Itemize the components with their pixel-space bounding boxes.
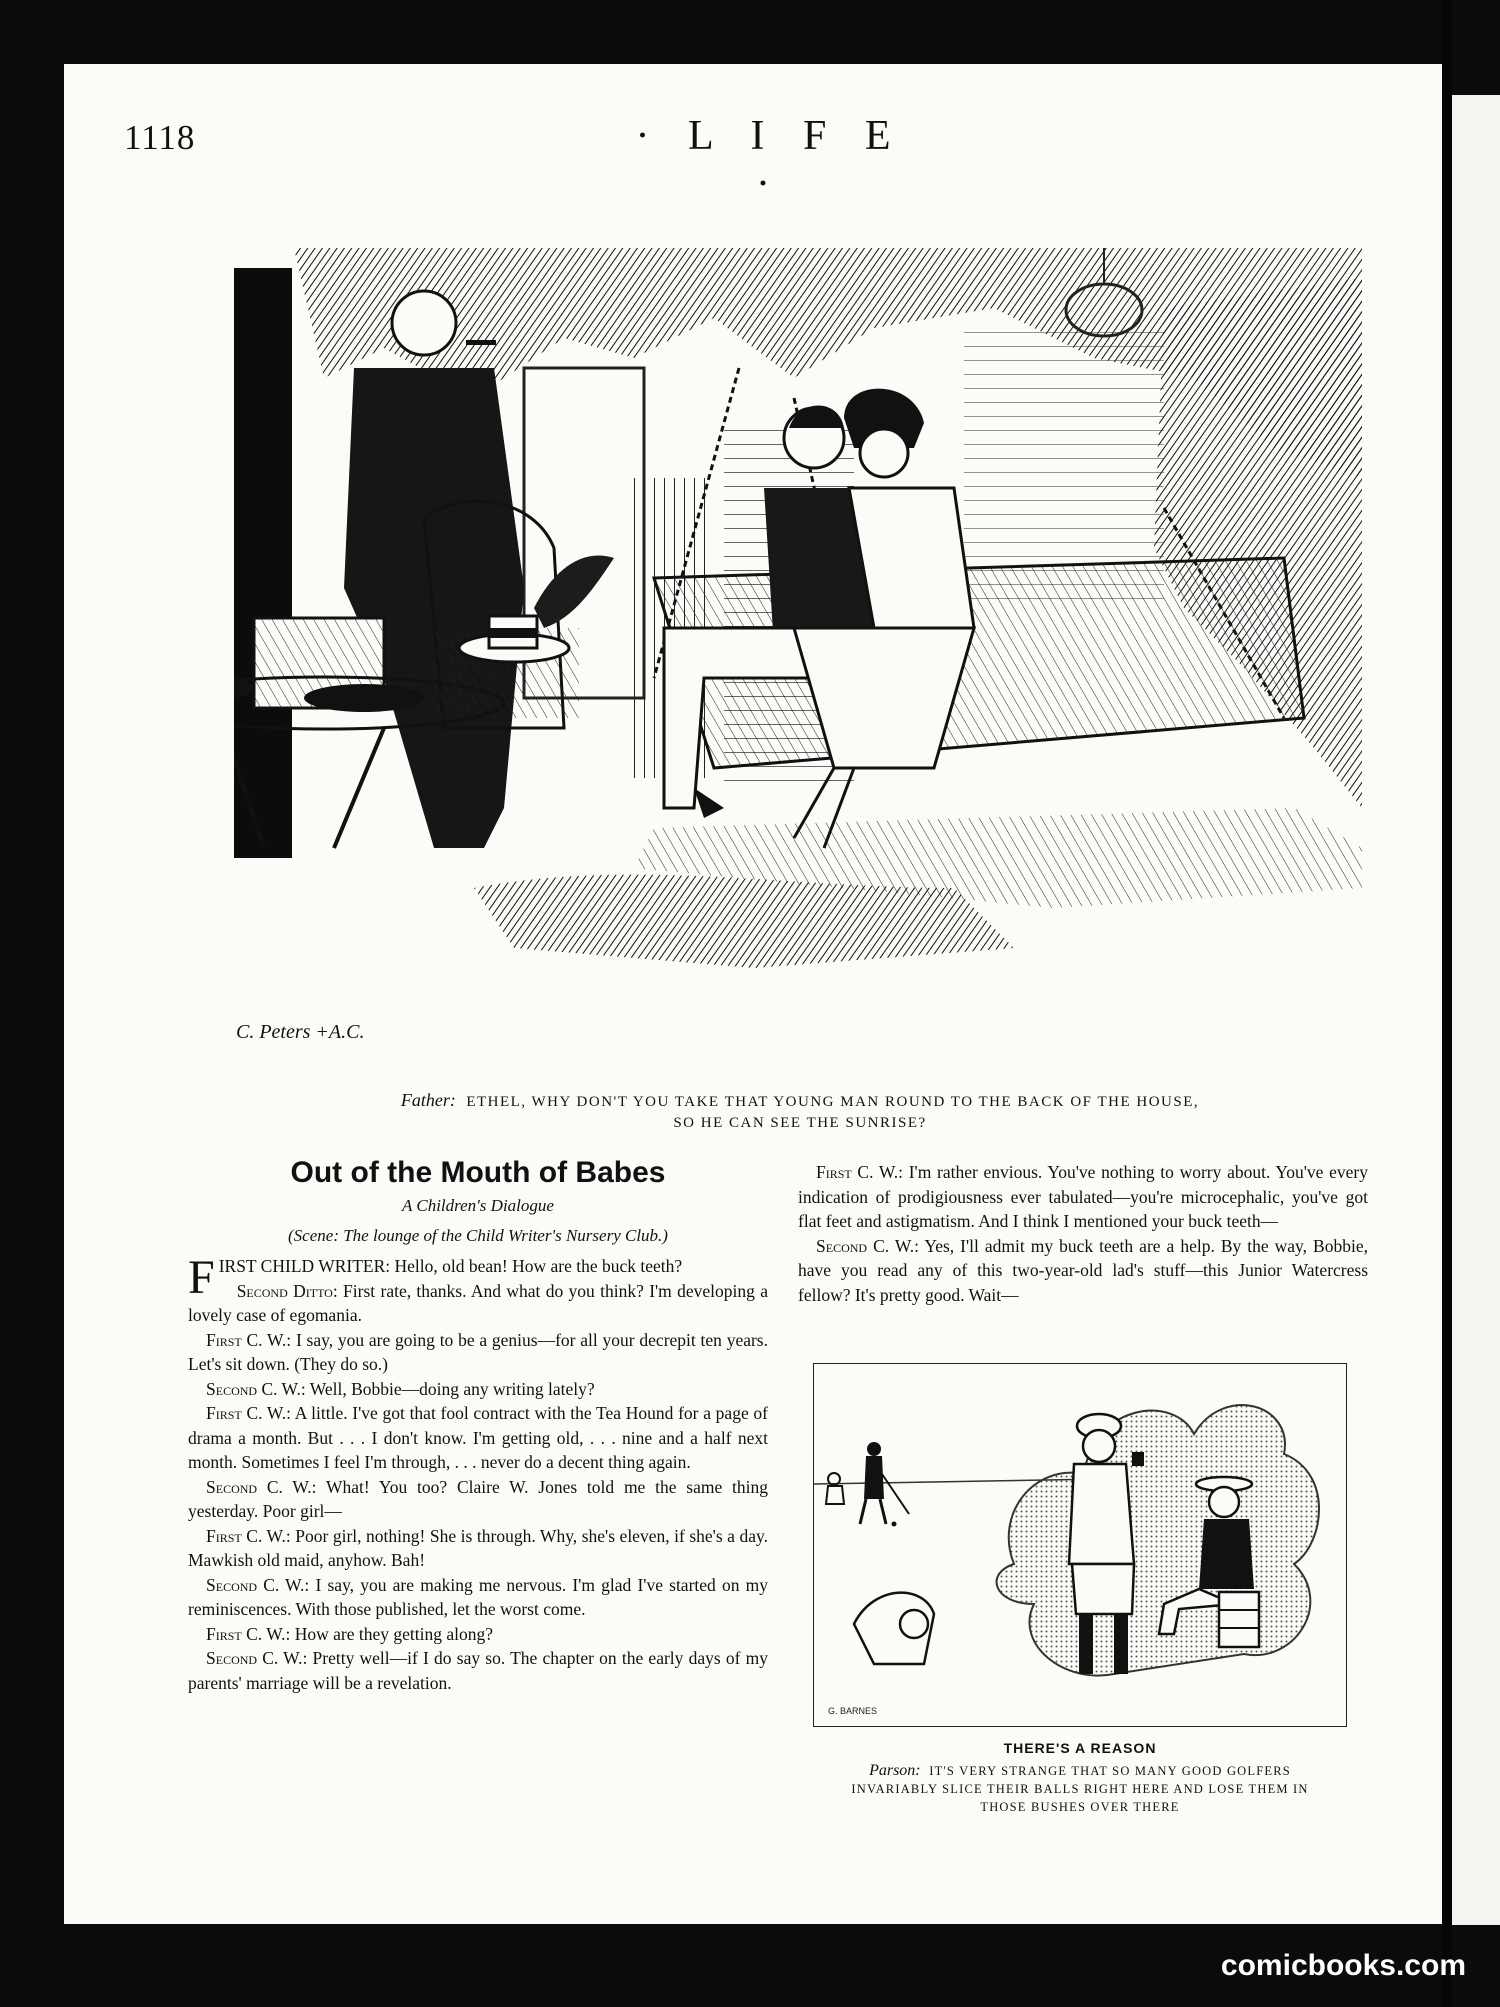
caption-speaker: Father: bbox=[400, 1090, 456, 1110]
caption-line-2: SO HE CAN SEE THE SUNRISE? bbox=[673, 1115, 927, 1131]
dialogue-paragraph bbox=[188, 1401, 768, 1475]
article-body-right bbox=[798, 1160, 1368, 1307]
drop-cap: F bbox=[188, 1251, 215, 1304]
golf-caption-line-1: IT'S VERY STRANGE THAT SO MANY GOOD GOLFERS bbox=[929, 1764, 1291, 1778]
dialogue-text: Yes, I'll admit my buck teeth are a help. By the way, Bobbie, have you read any of this two-year-old lad's stuff—this Junior Watercress fellow? It's pretty good. Wait— bbox=[798, 1235, 1368, 1305]
golf-caption-line-2: INVARIABLY SLICE THEIR BALLS RIGHT HERE AND LOSE THEM IN bbox=[851, 1782, 1309, 1796]
dialogue-text: I'm rather envious. You've nothing to worry about. You've every indication of prodigiousness ever tabulated—you're microcephalic, you've got flat feet and astigmatism. And I think I mentioned your buck teeth— bbox=[798, 1162, 1368, 1231]
dialogue-text: What! You too? Claire W. Jones told me the same thing yesterday. Poor girl— bbox=[188, 1476, 768, 1521]
dialogue-paragraph bbox=[188, 1622, 768, 1647]
dialogue-text: Pretty well—if I do say so. The chapter on the early days of my parents' marriage will be a revelation. bbox=[188, 1648, 769, 1693]
golf-caption-speaker: Parson: bbox=[869, 1762, 921, 1779]
speaker-label: Second C. W.: bbox=[816, 1235, 919, 1256]
speaker-label: Second C. W.: bbox=[206, 1378, 306, 1399]
dialogue-paragraph bbox=[188, 1475, 768, 1524]
golf-cartoon-caption bbox=[805, 1762, 1355, 1816]
article-subtitle: A Children's Dialogue bbox=[402, 1196, 554, 1215]
dialogue-text: Hello, old bean! How are the buck teeth? bbox=[390, 1256, 683, 1276]
speaker-label: Second C. W.: bbox=[206, 1476, 317, 1497]
speaker-label: First C. W.: bbox=[206, 1403, 292, 1423]
article-title: Out of the Mouth of Babes bbox=[290, 1156, 666, 1189]
speaker-label: Second C. W.: bbox=[206, 1648, 308, 1668]
dialogue-paragraph bbox=[188, 1279, 768, 1328]
article-scene: (Scene: The lounge of the Child Writer's Nursery Club.) bbox=[288, 1226, 668, 1245]
article-left-column bbox=[188, 1156, 768, 1695]
top-cartoon-caption bbox=[300, 1090, 1300, 1134]
speaker-label: First C. W.: bbox=[816, 1162, 904, 1182]
speaker-label: Second Ditto: bbox=[236, 1280, 338, 1301]
dialogue-paragraph bbox=[798, 1234, 1368, 1308]
dialogue-text: How are they getting along? bbox=[290, 1623, 494, 1644]
dialogue-text: First rate, thanks. And what do you think? I'm developing a lovely case of egomania. bbox=[188, 1280, 769, 1325]
site-watermark[interactable]: comicbooks.com bbox=[1220, 1949, 1466, 1982]
speaker-label: Second C. W.: bbox=[206, 1574, 310, 1595]
speaker-label: IRST CHILD WRITER: bbox=[218, 1256, 391, 1276]
dialogue-paragraph bbox=[188, 1646, 768, 1695]
golf-cartoon-signature: G. BARNES bbox=[828, 1706, 878, 1716]
speaker-label: First C. W.: bbox=[206, 1623, 291, 1644]
page-gutter bbox=[1442, 0, 1452, 2007]
dialogue-text: I say, you are going to be a genius—for all your decrepit ten years. Let's sit down. (They do so.) bbox=[188, 1329, 768, 1374]
golf-caption-line-3: THOSE BUSHES OVER THERE bbox=[980, 1800, 1180, 1814]
caption-line-1: ETHEL, WHY DON'T YOU TAKE THAT YOUNG MAN ROUND TO THE BACK OF THE HOUSE, bbox=[466, 1094, 1200, 1110]
top-cartoon-signature: C. Peters +A.C. bbox=[236, 1021, 365, 1043]
dialogue-text: I say, you are making me nervous. I'm glad I've started on my reminiscences. With those published, let the worst come. bbox=[188, 1574, 769, 1619]
dialogue-text: A little. I've got that fool contract with the Tea Hound for a page of drama a month. But . . . I don't know. I'm getting old, . . . nine and a half next month. Sometimes I feel I'm through, . . . never do a decent thing again. bbox=[188, 1403, 768, 1472]
golf-cartoon-illustration bbox=[813, 1363, 1347, 1727]
porch-cartoon-illustration bbox=[234, 248, 1362, 1070]
golf-cartoon-title: THERE'S A REASON bbox=[1003, 1740, 1157, 1756]
dialogue-paragraph bbox=[188, 1573, 768, 1622]
dialogue-paragraph bbox=[798, 1160, 1368, 1234]
speaker-label: First C. W.: bbox=[206, 1329, 292, 1350]
dialogue-paragraph bbox=[188, 1328, 768, 1377]
adjacent-page-edge bbox=[1452, 95, 1500, 1925]
masthead: · L I F E · bbox=[635, 113, 905, 207]
dialogue-paragraph bbox=[188, 1377, 768, 1402]
dialogue-paragraph bbox=[188, 1524, 768, 1573]
page-number: 1118 bbox=[124, 118, 196, 157]
article-right-column bbox=[798, 1160, 1368, 1307]
dialogue-text: Poor girl, nothing! She is through. Why, she's eleven, if she's a day. Mawkish old maid, anyhow. Bah! bbox=[188, 1525, 768, 1570]
dialogue-text: Well, Bobbie—doing any writing lately? bbox=[305, 1378, 595, 1399]
article-body-left bbox=[188, 1251, 769, 1695]
speaker-label: First C. W.: bbox=[206, 1525, 291, 1546]
